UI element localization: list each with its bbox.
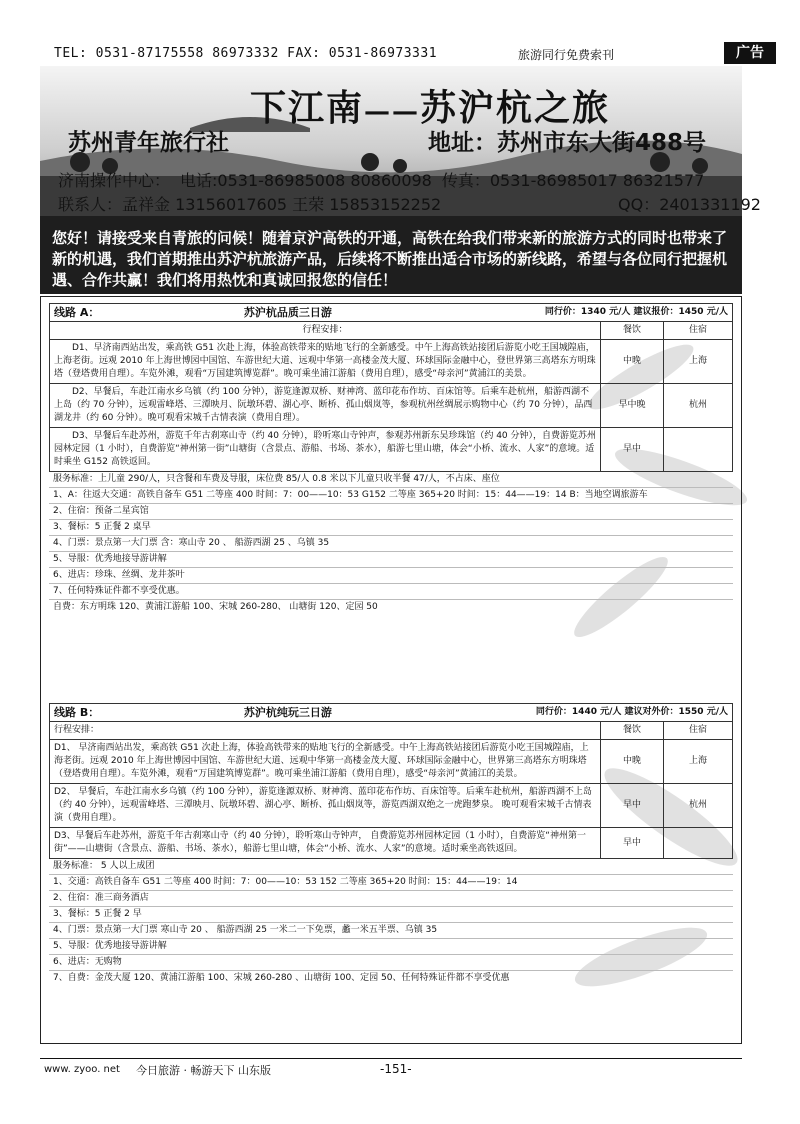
banner-title-sub: 苏沪杭之旅	[420, 87, 611, 129]
intro-message: 您好！请接受来自青旅的问候！随着京沪高铁的开通，高铁在给我们带来新的旅游方式的同时也带来了新的机遇，我们首期推出苏沪杭旅游产品，后续将不断推出适合市场的新线路，希望与各位同行把握机遇、合作共赢！我们将用热忱和真诚回报您的信任！	[52, 229, 728, 289]
standard-item: 2、住宿：预备二星宾馆	[49, 504, 733, 520]
route-a-col-lodging: 住宿	[664, 322, 733, 340]
route-a-col-itinerary: 行程安排：	[50, 322, 601, 340]
route-b-day-text: D2、 早餐后，车赴江南水乡乌镇（约 100 分钟），游览逢源双桥、财神湾、蓝印花布作坊、百床馆等。后乘车赴杭州，船游西湖不上岛（约 40 分钟），远观雷峰塔、三潭映月、阮墩环碧、湖心亭、断桥、孤山烟岚等，游览西湖双绝之一虎跑梦泉。 晚可观看宋城千古情表演（费用自理）。	[50, 784, 601, 828]
masthead-contact: TEL: 0531-87175558 86973332 FAX: 0531-86973331	[54, 46, 438, 61]
standard-item: 6、进店：无购物	[49, 955, 733, 971]
standard-item: 7、任何特殊证件都不享受优惠。	[49, 584, 733, 600]
standard-item: 6、进店：珍珠、丝绸、龙井茶叶	[49, 568, 733, 584]
banner-title-dash: ——	[364, 97, 421, 127]
route-a-day-lodging	[664, 428, 733, 472]
footer-slogan: 今日旅游 · 畅游天下 山东版	[136, 1064, 271, 1077]
route-a-header	[50, 304, 733, 322]
masthead	[40, 44, 764, 66]
route-b-col-meal: 餐饮	[601, 722, 664, 740]
route-a-day-lodging: 上海	[664, 340, 733, 384]
route-b-day-meal: 中晚	[601, 740, 664, 784]
standard-item: 1、A：往返大交通：高铁自备车 G51 二等座 400 时间：7：00——10：53 G152 二等座 365+20 时间：15：44——19：14 B：当地空调旅游车	[49, 488, 733, 504]
fax-number: 传真：0531-86985017 86321577	[441, 171, 705, 190]
route-a-day-text: D1、早济南西站出发，乘高铁 G51 次赴上海，体验高铁带来的贴地飞行的全新感受。中午上海高铁站接团后游览小吃王国城隍庙，上海老街。远观 2010 年上海世博园中国馆、车游世纪大道、远观中华第一高楼金茂大厦、环球国际金融中心，登世界第三高塔东方明珠塔（登塔费用自理）。车览外滩，观看“万国建筑博览群”。晚可乘坐浦江游船（费用自理），感受“母亲河”黄浦江的美景。	[50, 340, 601, 384]
route-a-day-row	[50, 428, 733, 472]
route-a-day-text: D3、早餐后车赴苏州，游览千年古刹寒山寺（约 40 分钟），聆听寒山寺钟声，参观苏州新东吴珍珠馆（约 40 分钟），自费游览苏州园林定园（1 小时），自费游览“神州第一街”山塘街（含景点、游船、书场、茶水），船游七里山塘，体会“小桥、流水、人家”的意境。适时乘坐 G152 高铁返回。	[50, 428, 601, 472]
route-b-day-meal: 早中	[601, 784, 664, 828]
route-b-header	[50, 704, 733, 722]
route-b-col-lodging: 住宿	[664, 722, 733, 740]
route-b	[49, 703, 733, 986]
page-number: -151-	[380, 1062, 412, 1076]
contact-line-1	[58, 168, 714, 191]
standard-item: 5、导服：优秀地接导游讲解	[49, 552, 733, 568]
route-b-day-lodging	[664, 828, 733, 859]
agency-address: 地址：苏州市东大街488号	[428, 130, 707, 156]
standard-item: 自费：东方明珠 120、黄浦江游船 100、宋城 260-280、 山塘街 120、定园 50	[53, 602, 378, 612]
route-a-code: 线路 A：	[54, 306, 100, 319]
route-a-standards	[49, 472, 733, 615]
standard-item: 1、交通：高铁自备车 G51 二等座 400 时间：7：00——10：53 152 二等座 365+20 时间：15：44——19：14	[49, 875, 733, 891]
standard-item: 服务标准： 5 人以上成团	[49, 859, 733, 875]
route-b-day-row	[50, 828, 733, 859]
ad-banner	[40, 66, 761, 294]
route-a-day-lodging: 杭州	[664, 384, 733, 428]
standard-item: 5、导服：优秀地接导游讲解	[49, 939, 733, 955]
contact-persons: 联系人：孟祥金 13156017605 王荣 15853152252	[58, 195, 442, 214]
route-b-day-meal: 早中	[601, 828, 664, 859]
route-a-day-meal: 早中	[601, 428, 664, 472]
standard-item: 3、餐标：5 正餐 2 桌早	[49, 520, 733, 536]
footer-url[interactable]: www. zyoo. net	[44, 1064, 120, 1075]
route-a-col-meal: 餐饮	[601, 322, 664, 340]
page-footer	[40, 1058, 742, 1082]
phone-number: 电话:0531-86985008 80860098	[180, 171, 432, 190]
route-a-price: 同行价：1340 元/人 建议报价：1450 元/人	[544, 307, 728, 317]
route-a-day-meal: 中晚	[601, 340, 664, 384]
standard-item: 2、住宿：准三商务酒店	[49, 891, 733, 907]
agency-name: 苏州青年旅行社	[68, 130, 229, 156]
route-b-code: 线路 B：	[54, 706, 100, 719]
route-b-day-row	[50, 784, 733, 828]
route-a-day-row	[50, 340, 733, 384]
route-b-price: 同行价：1440 元/人 建议对外价：1550 元/人	[535, 707, 728, 717]
route-a-day-meal: 早中晚	[601, 384, 664, 428]
route-b-col-itinerary: 行程安排：	[50, 722, 601, 740]
ad-badge: 广告	[724, 42, 776, 64]
jinan-center-label: 济南操作中心：	[58, 171, 171, 190]
contact-line-2	[58, 192, 761, 215]
route-a-name: 苏沪杭品质三日游	[243, 306, 332, 319]
standard-item: 4、门票：景点第一大门票 含：寒山寺 20 、 船游西湖 25 、乌镇 35	[49, 536, 733, 552]
standard-item: 4、门票：景点第一大门票 寒山寺 20 、 船游西湖 25 一米二一下免票，蠡一米五半票、乌镇 35	[49, 923, 733, 939]
masthead-index-label: 旅游同行免费索刊	[518, 48, 615, 62]
route-a	[49, 303, 733, 615]
route-b-day-row	[50, 740, 733, 784]
route-b-standards	[49, 859, 733, 986]
standard-item: 3、餐标：5 正餐 2 早	[49, 907, 733, 923]
standard-item: 7、自费：金茂大厦 120、黄浦江游船 100、宋城 260-280 、山塘街 100、定园 50、任何特殊证件都不享受优惠	[53, 973, 510, 983]
route-b-day-text: D1、 早济南西站出发，乘高铁 G51 次赴上海，体验高铁带来的贴地飞行的全新感受。中午上海高铁站接团后游览小吃王国城隍庙，上海老街。远观 2010 年上海世博园中国馆、车游世纪大道、远观中华第一高楼金茂大厦、环球国际金融中心，世界第三高塔东方明珠塔（登塔费用自理）。车览外滩，观看“万国建筑博览群”。晚可乘坐浦江游船（费用自理），感受“母亲河”黄浦江的美景。	[50, 740, 601, 784]
route-a-day-row	[50, 384, 733, 428]
route-b-day-lodging: 上海	[664, 740, 733, 784]
route-a-day-text: D2、早餐后，车赴江南水乡乌镇（约 100 分钟），游览逢源双桥、财神湾、蓝印花布作坊、百床馆等。后乘车赴杭州，船游西湖不上岛（约 70 分钟），远观雷峰塔、三潭映月、阮墩环碧、湖心亭、断桥、孤山烟岚等，参观杭州丝绸展示购物中心（约 70 分钟），品西湖龙井（约 60 分钟）。晚可观看宋城千古情表演（费用自理）。	[50, 384, 601, 428]
route-b-day-text: D3、早餐后车赴苏州，游览千年古刹寒山寺（约 40 分钟），聆听寒山寺钟声， 自费游览苏州园林定园（1 小时），自费游览“神州第一街”——山塘街（含景点、游船、书场、茶水），船游七里山塘，体会“小桥、流水、人家”的意境。适时乘坐高铁返回。	[50, 828, 601, 859]
route-b-name: 苏沪杭纯玩三日游	[243, 706, 332, 719]
qq-number: QQ：2401331192	[618, 195, 761, 214]
banner-title-main: 下江南	[250, 87, 365, 129]
route-b-day-lodging: 杭州	[664, 784, 733, 828]
routes-panel	[40, 296, 742, 1044]
standard-item: 服务标准：上儿童 290/人，只含餐和车费及导服，床位费 85/人 0.8 米以下儿童只收半餐 47/人，不占床、座位	[49, 472, 733, 488]
